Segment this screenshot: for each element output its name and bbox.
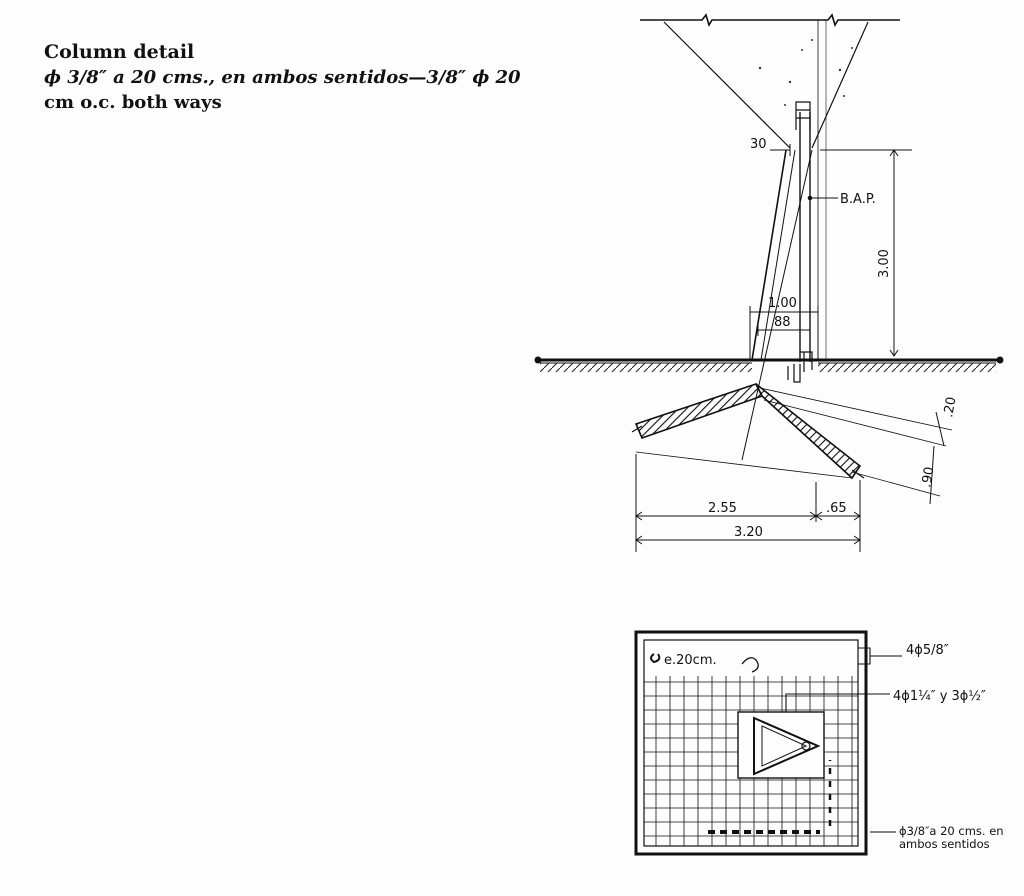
caption-spec-spanish: ϕ 3/8″ a 20 cms., en ambos sentidos—3/8″ ϕ 20 bbox=[44, 67, 521, 88]
dim-30-label: 30 bbox=[750, 137, 767, 152]
anchor-bolt bbox=[788, 352, 804, 382]
top-break-line bbox=[640, 15, 900, 25]
elevation-dimension-text bbox=[708, 137, 960, 540]
shell-right-edge bbox=[812, 22, 868, 148]
dim-90-label: .90 bbox=[919, 465, 938, 489]
rebar-mid-label: 4ϕ1¼″ y 3ϕ½″ bbox=[893, 689, 986, 704]
bap-label: B.A.P. bbox=[840, 192, 876, 207]
caption-spec-english: cm o.c. both ways bbox=[44, 92, 222, 113]
dim-255-label: 2.55 bbox=[708, 501, 737, 516]
dim-300-label: 3.00 bbox=[877, 249, 892, 278]
ground-hatch-left bbox=[540, 363, 752, 372]
dim-320-label: 3.20 bbox=[734, 525, 763, 540]
footing-left-wing bbox=[636, 384, 762, 438]
dim-20-label: .20 bbox=[941, 395, 960, 419]
rebar-top-label: 4ϕ5/8″ bbox=[906, 643, 949, 658]
plan-annotations bbox=[664, 643, 1004, 851]
rebar-hook-top bbox=[796, 102, 810, 130]
elevation-dimensions bbox=[636, 144, 944, 552]
dim-88-label: 88 bbox=[774, 315, 791, 330]
ground-hatch-right bbox=[818, 363, 996, 372]
slab-thickness-label: e.20cm. bbox=[664, 653, 717, 668]
dim-65-label: .65 bbox=[826, 501, 847, 516]
rebar-bottom-label-2: ambos sentidos bbox=[899, 837, 990, 851]
column-elevation bbox=[535, 15, 1003, 496]
rebar-bottom-label-1: ϕ3/8″a 20 cms. en bbox=[899, 824, 1004, 838]
footing-bottom-ref bbox=[636, 452, 852, 478]
concrete-dots bbox=[759, 39, 853, 106]
caption-title: Column detail bbox=[44, 41, 195, 63]
shell-left-edge bbox=[664, 22, 790, 148]
dim-100-label: 1.00 bbox=[768, 296, 797, 311]
